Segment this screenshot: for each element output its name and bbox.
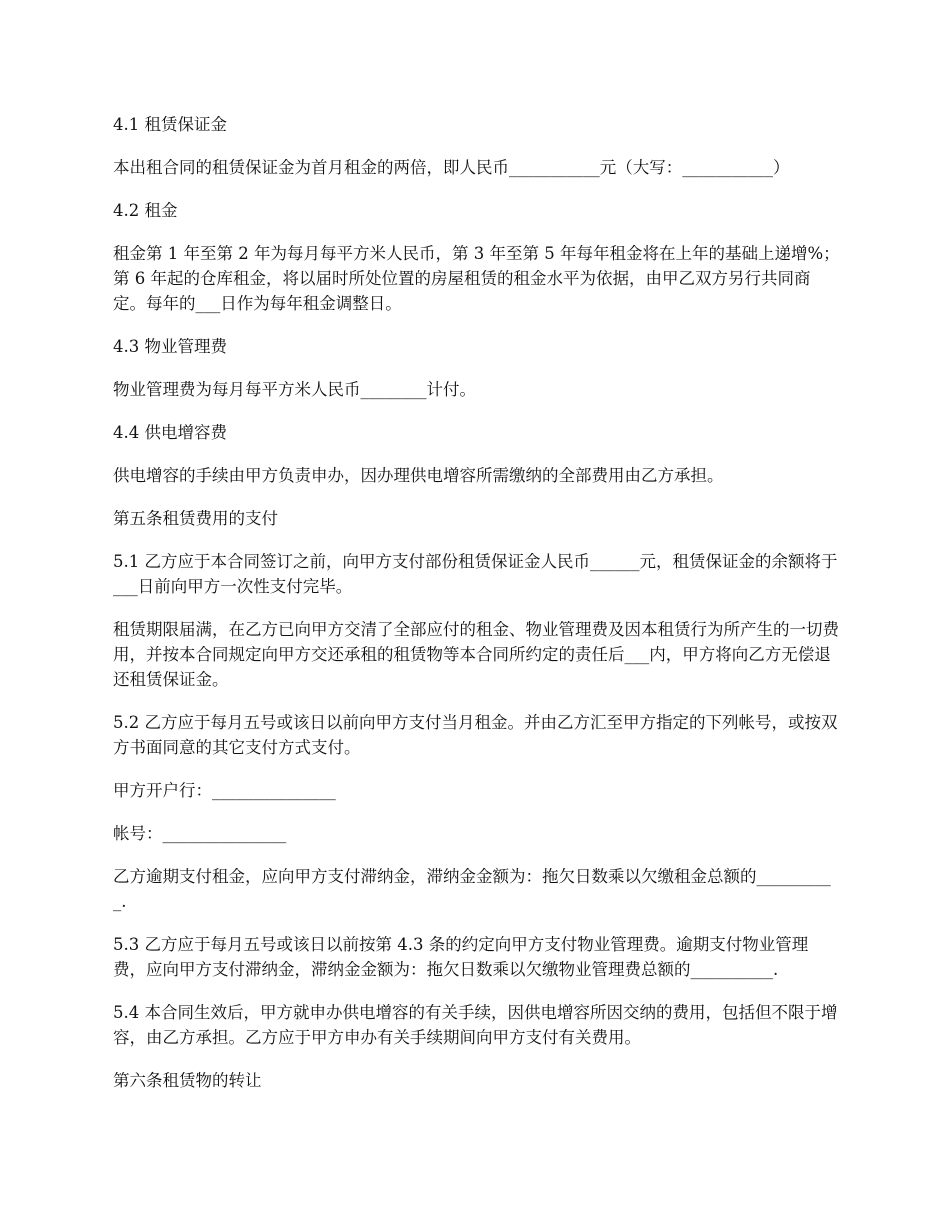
paragraph-rent: 租金第 1 年至第 2 年为每月每平方米人民币，第 3 年至第 5 年每年租金将在上年的基础上递增%；第 6 年起的仓库租金，将以届时所处位置的房屋租赁的租金水平为依据，由甲乙双方另行共同商定。每年的___日作为每年租金调整日。: [113, 244, 840, 313]
paragraph-power-fee: 供电增容的手续由甲方负责申办，因办理供电增容所需缴纳的全部费用由乙方承担。: [113, 466, 724, 485]
heading-article-5: 第五条租赁费用的支付: [113, 509, 278, 528]
paragraph-property-fee: 物业管理费为每月每平方米人民币________计付。: [113, 380, 476, 399]
paragraph-deposit-refund: 租赁期限届满，在乙方已向甲方交清了全部应付的租金、物业管理费及因本租赁行为所产生的一切费用，并按本合同规定向甲方交还承租的租赁物等本合同所约定的责任后___内，甲方将向乙方无偿退还租赁保证金。: [113, 620, 839, 689]
heading-4-1: 4.1 租赁保证金: [113, 115, 227, 134]
paragraph-late-fee: 乙方逾期支付租金，应向甲方支付滞纳金，滞纳金金额为：拖欠日数乘以欠缴租金总额的__________.: [113, 867, 831, 911]
heading-4-2: 4.2 租金: [113, 201, 178, 220]
paragraph-5-3: 5.3 乙方应于每月五号或该日以前按第 4.3 条的约定向甲方支付物业管理费。逾期支付物业管理费，应向甲方支付滞纳金，滞纳金金额为：拖欠日数乘以欠缴物业管理费总额的__________.: [113, 935, 809, 979]
paragraph-5-4: 5.4 本合同生效后，甲方就申办供电增容的有关手续，因供电增容所因交纳的费用，包括但不限于增容，由乙方承担。乙方应于甲方申办有关手续期间向甲方支付有关费用。: [113, 1003, 838, 1047]
paragraph-5-2: 5.2 乙方应于每月五号或该日以前向甲方支付当月租金。并由乙方汇至甲方指定的下列帐号，或按双方书面同意的其它支付方式支付。: [113, 713, 838, 757]
paragraph-deposit: 本出租合同的租赁保证金为首月租金的两倍，即人民币___________元（大写：___________）: [113, 158, 790, 177]
paragraph-account: 帐号：_______________: [113, 824, 287, 843]
heading-article-6: 第六条租赁物的转让: [113, 1071, 262, 1090]
paragraph-5-1: 5.1 乙方应于本合同签订之前，向甲方支付部份租赁保证金人民币______元，租赁保证金的余额将于___日前向甲方一次性支付完毕。: [113, 552, 838, 596]
heading-4-4: 4.4 供电增容费: [113, 423, 227, 442]
heading-4-3: 4.3 物业管理费: [113, 337, 227, 356]
paragraph-bank: 甲方开户行：_______________: [113, 781, 336, 800]
